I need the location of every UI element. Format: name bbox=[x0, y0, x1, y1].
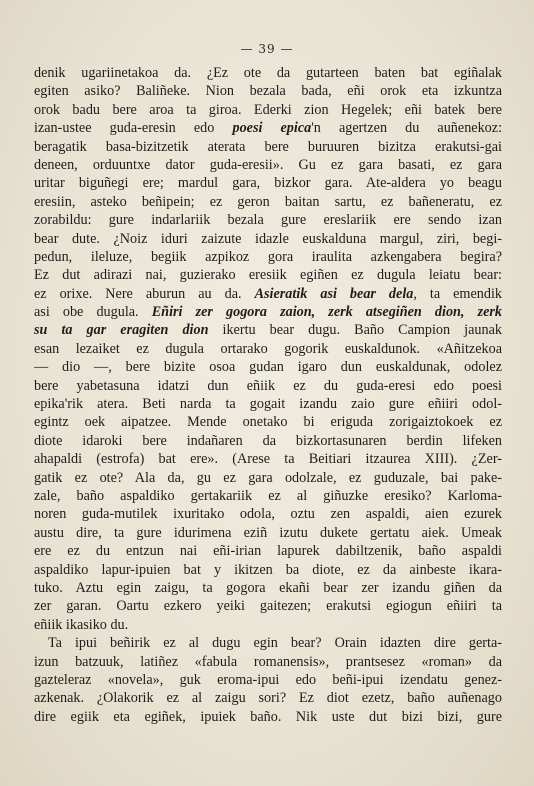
text-line bbox=[34, 708, 502, 726]
text-line bbox=[34, 413, 502, 431]
text-line bbox=[34, 542, 502, 560]
text-line bbox=[34, 64, 502, 82]
text-segment: asi obe dugula. bbox=[34, 304, 152, 321]
text-line bbox=[34, 156, 502, 174]
text-segment: ere ez du entzun nai eñi-irian lapurek dabiltzenik, baño aspaldi bbox=[34, 543, 502, 560]
text-line bbox=[34, 689, 502, 707]
text-segment: izun batzuuk, latiñez «fabula romanensis», prantsesez «roman» da bbox=[34, 653, 502, 670]
text-line bbox=[34, 653, 502, 671]
text-line bbox=[34, 82, 502, 100]
text-segment: bear dute. ¿Noiz iduri zaizute idazle euskalduna margul, ziri, begi- bbox=[34, 230, 502, 247]
text-line bbox=[34, 193, 502, 211]
text-segment: Ez dut adirazi nai, guzierako eresiik egiñen ez dugula leiatu bear: bbox=[34, 267, 502, 284]
text-segment: dire egiik eta egiñek, ipuiek baño. Nik uste dut bizi bizi, gure bbox=[34, 708, 502, 725]
text-segment: pedun, ileluze, begiik azpikoz gora iraulita azkengabera begira? bbox=[34, 248, 502, 265]
text-segment: aspaldiko lapur-ipuien bat y ikitzen ba diote, ez da ainbeste ikara- bbox=[34, 561, 502, 578]
body-text bbox=[34, 64, 502, 726]
text-segment: denik ugariinetakoa da. ¿Ez ote da gutarteen baten bat egiñalak bbox=[34, 65, 502, 81]
text-segment: deneen, orduuntxe dator guda-eresii». Gu ez gara basati, ez gara bbox=[34, 156, 502, 173]
text-line bbox=[34, 377, 502, 395]
text-segment: orok badu bere aroa ta giroa. Ederki zion Hegelek; eñi batek bere bbox=[34, 101, 502, 118]
text-segment: , ta emendik bbox=[413, 285, 502, 302]
text-line bbox=[34, 266, 502, 284]
text-segment: ikertu bear dugu. Baño Campion jaunak bbox=[208, 322, 502, 339]
italic-phrase: su ta gar eragiten dion bbox=[34, 322, 209, 339]
text-line bbox=[34, 561, 502, 579]
text-line bbox=[34, 340, 502, 358]
text-segment: diote idaroki bere indañaren da bizkortasunaren berdin lifeken bbox=[34, 432, 502, 449]
text-segment: noren guda-mutilek ixuritako odola, oztu zen aspaldi, aien ezurek bbox=[34, 506, 502, 523]
text-segment: gatik ez ote? Ala da, gu ez gara odolzale, ez guduzale, bai pake- bbox=[34, 469, 502, 486]
text-segment: izan-ustee guda-eresin edo bbox=[34, 120, 233, 137]
text-segment: ez orixe. Nere aburun au da. bbox=[34, 285, 255, 302]
text-line bbox=[34, 597, 502, 615]
text-line bbox=[34, 432, 502, 450]
text-line bbox=[34, 579, 502, 597]
text-segment: egintz oek aipatzee. Mende onetako bi eriguda zorigaiztokoek ez bbox=[34, 414, 502, 431]
text-line bbox=[34, 358, 502, 376]
text-line bbox=[34, 450, 502, 468]
text-segment: zorabildu: gure indarlariik bezala gure ereslariik ere sendo izan bbox=[34, 212, 502, 229]
text-segment: zer garan. Oartu ezkero yeiki gaitezen; erakutsi egiogun eñiiri ta bbox=[34, 598, 502, 615]
page-number: — 39 — bbox=[240, 42, 294, 56]
italic-phrase: Eñiri zer gogora zaion, zerk atsegiñen dion, zerk bbox=[151, 304, 502, 321]
text-segment: zale, baño aspaldiko gertakariik ez al giñuzke eresiko? Karloma- bbox=[34, 487, 502, 504]
text-line bbox=[34, 211, 502, 229]
text-line bbox=[34, 634, 502, 652]
text-segment: gazteleraz «novela», guk eroma-ipui edo beñi-ipui izendatu genez- bbox=[34, 671, 502, 688]
text-line bbox=[34, 505, 502, 523]
text-segment: uritar biguñegi ere; mardul gara, bizkor gara. Ate-aldera yo beagu bbox=[34, 175, 502, 192]
text-line bbox=[34, 230, 502, 248]
text-line bbox=[34, 616, 502, 634]
italic-phrase: Asieratik asi bear dela bbox=[254, 285, 414, 302]
text-segment: eñiik ikasiko du. bbox=[34, 616, 129, 633]
text-line bbox=[34, 321, 502, 339]
text-segment: austu dire, ta gure idurimena eziñ izutu dukete gertatu aiek. Umeak bbox=[34, 524, 502, 541]
text-segment: — dio —, bere bizite osoa gudan igaro dun euskaldunak, odolez bbox=[34, 359, 502, 376]
text-segment: azkenak. ¿Olakorik ez al zaigu sori? Ez diot ezetz, baño auñenago bbox=[34, 690, 502, 707]
text-line bbox=[34, 101, 502, 119]
text-line bbox=[34, 671, 502, 689]
text-line bbox=[34, 303, 502, 321]
text-line bbox=[34, 138, 502, 156]
text-line bbox=[34, 395, 502, 413]
text-line bbox=[34, 469, 502, 487]
text-segment: tuko. Aztu egin zaigu, ta gogora ekañi bear zer izandu giñen da bbox=[34, 579, 502, 596]
text-line bbox=[34, 285, 502, 303]
text-segment: eresiin, asteko beñipein; ez geron baitan sartu, ez bañeneratu, ez bbox=[34, 193, 502, 210]
text-line bbox=[34, 524, 502, 542]
text-line bbox=[34, 174, 502, 192]
text-segment: epika'rik atera. Beti narda ta gogait izandu zaio gure eñiiri odol- bbox=[34, 396, 502, 413]
text-line bbox=[34, 119, 502, 137]
italic-phrase: poesi epica bbox=[232, 120, 312, 137]
text-segment: 'n agertzen du auñenekoz: bbox=[311, 120, 502, 137]
text-segment: beragatik basa-bizitzetik aterata bere buruuren bizitza erakutsi-gai bbox=[34, 138, 502, 155]
text-segment: bere yabetasuna idatzi dun eñiik ez du guda-eresi edo poesi bbox=[34, 377, 502, 394]
text-line bbox=[34, 487, 502, 505]
text-segment: esan lezaiket ez dugula ortarako gogorik euskaldunok. «Añitzekoa bbox=[34, 340, 502, 357]
text-segment: Ta ipui beñirik ez al dugu egin bear? Orain idazten dire gerta- bbox=[48, 635, 502, 652]
text-segment: ahapaldi (estrofa) bat ere». (Arese ta Beitiari itzaurea XIII). ¿Zer- bbox=[34, 451, 502, 468]
text-line bbox=[34, 248, 502, 266]
text-segment: egiten asiko? Baliñeke. Nion bezala bada, eñi orok eta izkuntza bbox=[34, 83, 502, 100]
